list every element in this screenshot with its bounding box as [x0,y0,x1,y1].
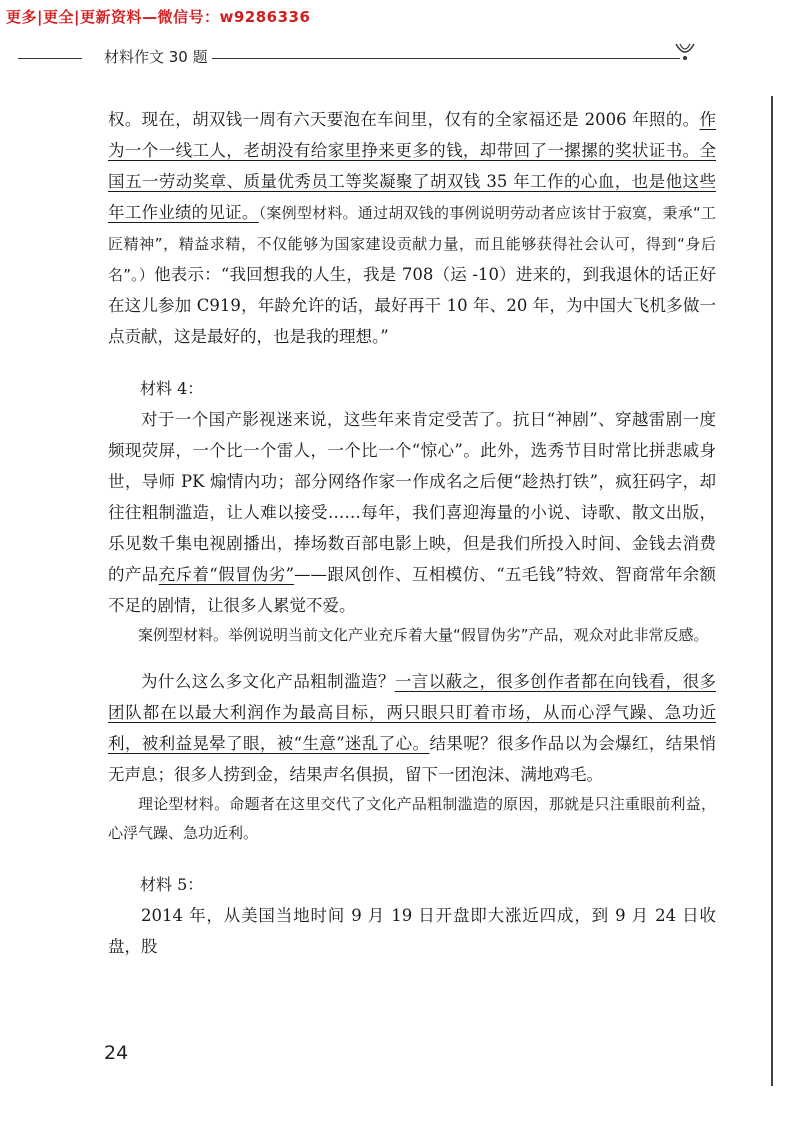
paragraph-material-4 [108,404,716,621]
page-edge-bar [771,96,773,1086]
body-text: 2014 年，从美国当地时间 9 月 19 日开盘即大涨近四成，到 9 月 24 日收盘，股 [108,906,716,956]
header-title: 材料作文 30 题 [104,48,208,66]
body-text: 对于一个国产影视迷来说，这些年来肯定受苦了。抗日“神剧”、穿越雷剧一度频现荧屏，一个比一个雷人，一个比一个“惊心”。此外，选秀节目时常比拼悲戚身世，导师 PK 煽情内功；部分网络作家一作成名之后便“趁热打铁”，疯狂码字，却往往粗制滥造，让人难以接受……每年，我们喜迎海量的小说、诗歌、散文出版，乐见数千集电视剧播出，捧场数百部电影上映，但是我们所投入时间、金钱去消费的产品 [108,410,716,584]
body-text: 他表示：“我回想我的人生，我是 708（运 -10）进来的，到我退休的话正好在这儿参加 C919，年龄允许的话，最好再干 10 年、20 年，为中国大飞机多做一点贡献，这是最好的，也是我的理想。” [108,265,716,346]
annotation-note-2: 理论型材料。命题者在这里交代了文化产品粗制滥造的原因，那就是只注重眼前利益，心浮气躁、急功近利。 [108,795,716,842]
material-5-label: 材料 5： [140,875,204,894]
header-rule-left [18,58,82,59]
page-header [0,38,800,68]
underlined-text: 作为一个一线工人，老胡没有给家里挣来更多的钱，却带回了一摞摞的奖状证书。全国五一劳动奖章、质量优秀员工等奖凝聚了胡双钱 35 年工作的心血，也是他这些年工作业绩的见证。 [108,110,716,222]
paragraph-material-4-cause [108,666,716,790]
page-number: 24 [104,1042,129,1064]
header-rule-right [212,58,680,59]
underlined-text: 一言以蔽之，很多创作者都在向钱看，很多团队都在以最大利润作为最高目标，两只眼只盯着市场，从而心浮气躁、急功近利，被利益晃晕了眼，被“生意”迷乱了心。 [108,672,717,753]
annotation-note: （案例型材料。通过胡双钱的事例说明劳动者应该甘于寂寞，秉承“工匠精神”，精益求精，不仅能够为国家建设贡献力量，而且能够获得社会认可，得到“身后名”。） [108,204,717,284]
body-text: 为什么这么多文化产品粗制滥造？ [141,672,395,691]
watermark-text: 更多|更全|更新资料—微信号：w9286336 [6,8,311,26]
annotation-note-1: 案例型材料。举例说明当前文化产业充斥着大量“假冒伪劣”产品，观众对此非常反感。 [138,626,709,644]
paragraph-material-5 [108,900,716,962]
header-ornament-icon [672,38,698,64]
body-text: 权。现在，胡双钱一周有六天要泡在车间里，仅有的全家福还是 2006 年照的。 [108,110,700,129]
page-body [108,104,716,962]
material-4-label: 材料 4： [140,379,204,398]
underlined-text: 充斥着“假冒伪劣” [158,565,295,584]
paragraph-hu-shuangqian [108,104,716,352]
body-text: 结果呢？很多作品以为会爆红，结果悄无声息；很多人捞到金，结果声名俱损，留下一团泡沫、满地鸡毛。 [108,734,717,784]
body-text: ——跟风创作、互相模仿、“五毛钱”特效、智商常年余额不足的剧情，让很多人累觉不爱。 [108,565,717,615]
